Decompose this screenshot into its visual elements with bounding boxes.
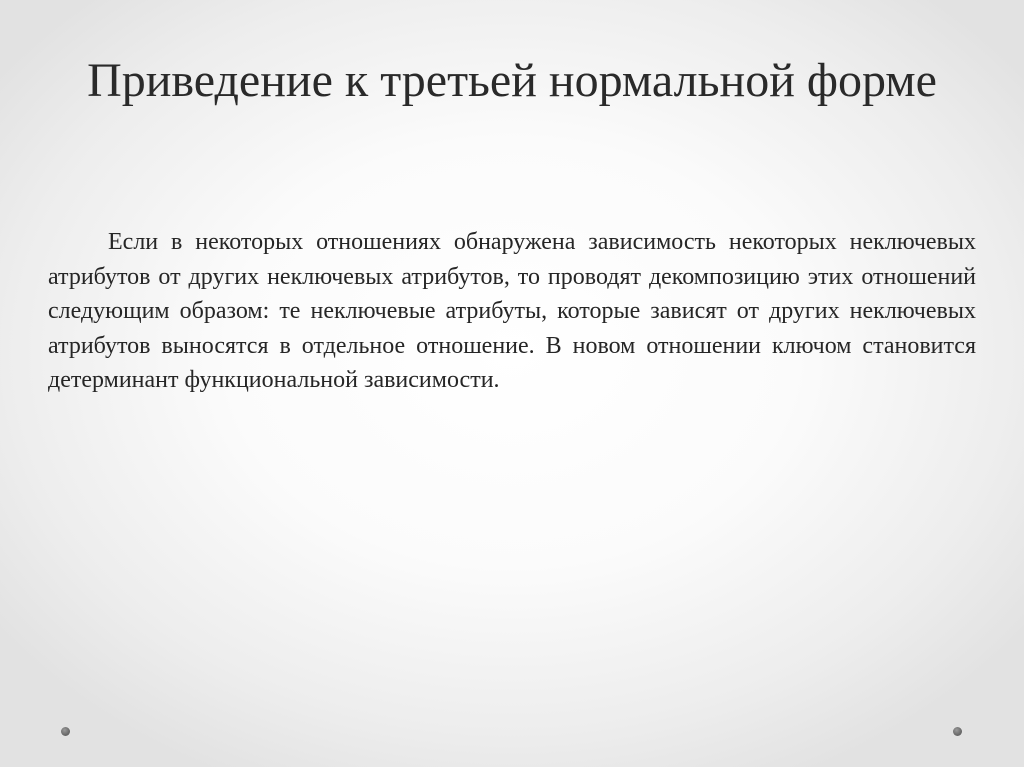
- slide-body-text: Если в некоторых отношениях обнаружена зависимость некоторых неключевых атрибутов от других неключевых атрибутов, то проводят декомпозицию этих отношений следующим образом: те неключевые атрибуты, которые зависят от других неключевых атрибутов выносятся в отдельное отношение. В новом отношении ключом становится детерминант функциональной зависимости.: [48, 229, 976, 393]
- corner-dot-left: [61, 727, 70, 736]
- corner-dot-right: [953, 727, 962, 736]
- slide-title: Приведение к третьей нормальной форме: [87, 54, 937, 107]
